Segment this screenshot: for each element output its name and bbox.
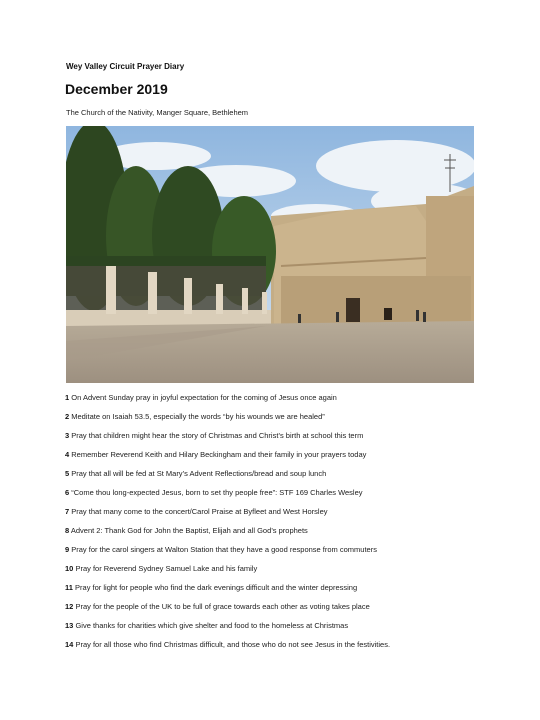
entry-text: “Come thou long-expected Jesus, born to set thy people free”: STF 169 Charles Wesley [71,488,363,497]
list-item [65,449,485,468]
entry-day: 9 [65,545,70,554]
entry-text: Pray for Reverend Sydney Samuel Lake and his family [75,564,258,573]
entry-day: 2 [65,412,70,421]
list-item [65,411,485,430]
entry-text: Advent 2: Thank God for John the Baptist, Elijah and all God’s prophets [70,526,308,535]
entry-text: Pray for the people of the UK to be full of grace towards each other as voting takes place [75,602,370,611]
entry-text: Give thanks for charities which give shelter and food to the homeless at Christmas [75,621,349,630]
entry-day: 7 [65,507,70,516]
entry-day: 4 [65,450,70,459]
month-title: December 2019 [65,81,168,97]
pavement [66,321,474,383]
list-item [65,430,485,449]
list-item [65,525,485,544]
entry-text: Pray for the carol singers at Walton Station that they have a good response from commuters [71,545,377,554]
entry-day: 1 [65,393,70,402]
entry-day: 11 [65,583,73,592]
list-item [65,506,485,525]
diary-title: Wey Valley Circuit Prayer Diary [66,62,185,71]
entry-text: Pray that children might hear the story of Christmas and Christ’s birth at school this term [71,431,364,440]
entry-text: On Advent Sunday pray in joyful expectation for the coming of Jesus once again [71,393,337,402]
list-item [65,487,485,506]
entry-day: 3 [65,431,70,440]
list-item [65,620,485,639]
entry-day: 5 [65,469,70,478]
entry-day: 14 [65,640,74,649]
fence [66,266,271,326]
entry-text: Pray for light for people who find the dark evenings difficult and the winter depressing [75,583,358,592]
photo-caption: The Church of the Nativity, Manger Square, Bethlehem [66,108,249,117]
list-item [65,468,485,487]
entry-text: Pray for all those who find Christmas difficult, and those who do not see Jesus in the festivities. [75,640,391,649]
entry-day: 13 [65,621,74,630]
list-item [65,639,485,658]
church-photo [66,126,474,383]
list-item [65,544,485,563]
entry-day: 12 [65,602,74,611]
entry-text: Pray that many come to the concert/Carol Praise at Byfleet and West Horsley [71,507,328,516]
list-item [65,582,485,601]
entry-text: Pray that all will be fed at St Mary’s Advent Reflections/bread and soup lunch [71,469,327,478]
entry-day: 8 [65,526,70,535]
entry-text: Meditate on Isaiah 53.5, especially the words “by his wounds we are healed” [71,412,325,421]
entry-day: 6 [65,488,70,497]
entry-day: 10 [65,564,74,573]
list-item [65,563,485,582]
prayer-list [65,392,485,658]
church-photo-illustration [66,126,474,383]
list-item [65,392,485,411]
list-item [65,601,485,620]
entry-text: Remember Reverend Keith and Hilary Beckingham and their family in your prayers today [71,450,367,459]
